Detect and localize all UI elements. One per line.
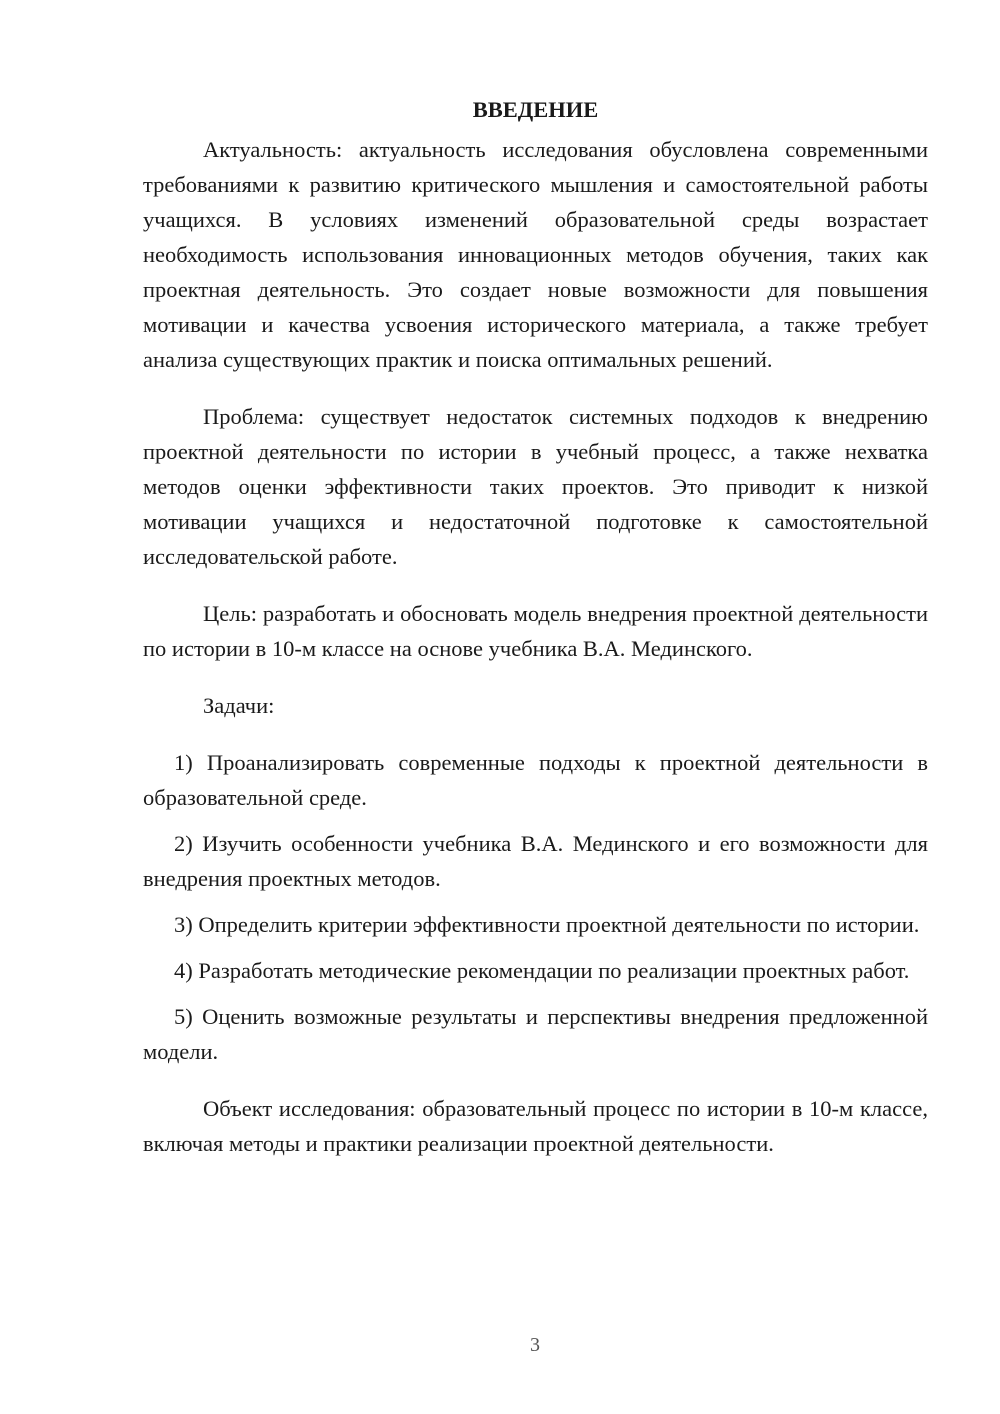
task-item-5: 5) Оценить возможные результаты и перспективы внедрения предложенной модели. [143,1004,928,1064]
section-title: ВВЕДЕНИЕ [472,97,599,122]
tasks-label: Задачи: [203,693,275,718]
tasks-list [143,745,928,1069]
paragraph-object: Объект исследования: образовательный процесс по истории в 10-м классе, включая методы и практики реализации проектной деятельности. [143,1096,928,1156]
task-item-1: 1) Проанализировать современные подходы к проектной деятельности в образовательной среде. [143,750,928,810]
paragraph-problem: Проблема: существует недостаток системных подходов к внедрению проектной деятельности по истории в учебный процесс, а также нехватка методов оценки эффективности таких проектов. Это приводит к низкой мотивации учащихся и недостаточной подготовке к самостоятельной исследовательской работе. [143,404,928,569]
paragraph-goal: Цель: разработать и обосновать модель внедрения проектной деятельности по истории в 10-м классе на основе учебника В.А. Мединского. [143,601,928,661]
task-item-2: 2) Изучить особенности учебника В.А. Мединского и его возможности для внедрения проектных методов. [143,831,928,891]
task-item-3: 3) Определить критерии эффективности проектной деятельности по истории. [174,912,920,937]
page-content [143,92,928,1161]
page-number: 3 [530,1334,540,1356]
task-item-4: 4) Разработать методические рекомендации по реализации проектных работ. [174,958,910,983]
paragraph-relevance: Актуальность: актуальность исследования обусловлена современными требованиями к развитию критического мышления и самостоятельной работы учащихся. В условиях изменений образовательной среды возрастает необходимость использования инновационных методов обучения, таких как проектная деятельность. Это создает новые возможности для повышения мотивации и качества усвоения исторического материала, а также требует анализа существующих практик и поиска оптимальных решений. [143,137,928,372]
